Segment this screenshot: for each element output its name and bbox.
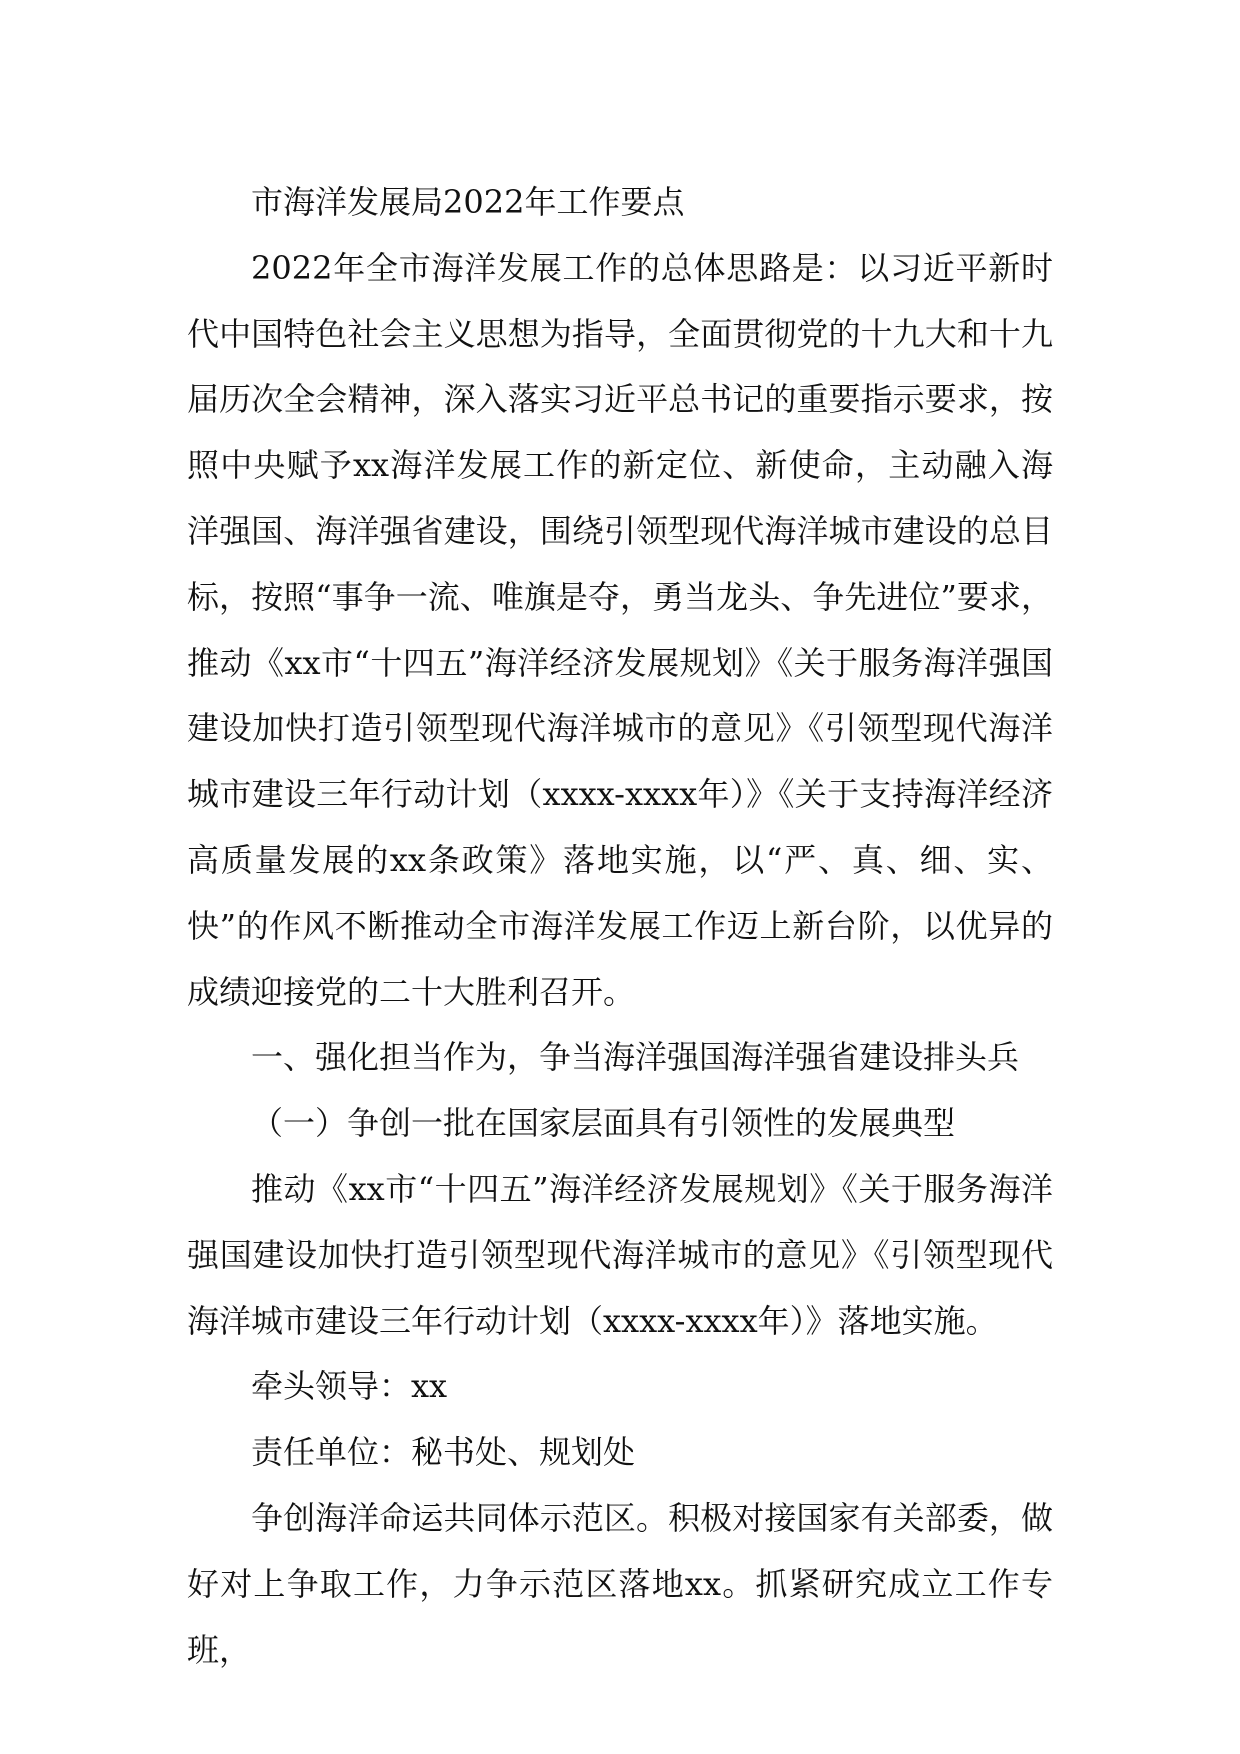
section-heading-1: 一、强化担当作为，争当海洋强国海洋强省建设排头兵 <box>251 1038 1020 1077</box>
document-body <box>187 170 1053 1683</box>
document-title: 市海洋发展局2022年工作要点 <box>251 183 685 221</box>
subsection-heading-1: （一）争创一批在国家层面具有引领性的发展典型 <box>251 1104 956 1143</box>
responsible-unit-line: 责任单位：秘书处、规划处 <box>251 1433 636 1472</box>
paragraph-plan-implementation: 推动《xx市“十四五”海洋经济发展规划》《关于服务海洋强国建设加快打造引领型现代海洋城市的意见》《引领型现代海洋城市建设三年行动计划（xxxx-xxxx年）》落地实施。 <box>187 1169 1053 1340</box>
paragraph-demonstration-zone: 争创海洋命运共同体示范区。积极对接国家有关部委，做好对上争取工作，力争示范区落地xx。抓紧研究成立工作专班， <box>187 1498 1053 1669</box>
paragraph-overall-approach: 2022年全市海洋发展工作的总体思路是：以习近平新时代中国特色社会主义思想为指导，全面贯彻党的十九大和十九届历次全会精神，深入落实习近平总书记的重要指示要求，按照中央赋予xx海洋发展工作的新定位、新使命，主动融入海洋强国、海洋强省建设，围绕引领型现代海洋城市建设的总目标，按照“事争一流、唯旗是夺，勇当龙头、争先进位”要求，推动《xx市“十四五”海洋经济发展规划》《关于服务海洋强国建设加快打造引领型现代海洋城市的意见》《引领型现代海洋城市建设三年行动计划（xxxx-xxxx年）》《关于支持海洋经济高质量发展的xx条政策》落地实施，以“严、真、细、实、快”的作风不断推动全市海洋发展工作迈上新台阶，以优异的成绩迎接党的二十大胜利召开。 <box>187 248 1053 1011</box>
lead-official-line: 牵头领导：xx <box>251 1367 448 1406</box>
